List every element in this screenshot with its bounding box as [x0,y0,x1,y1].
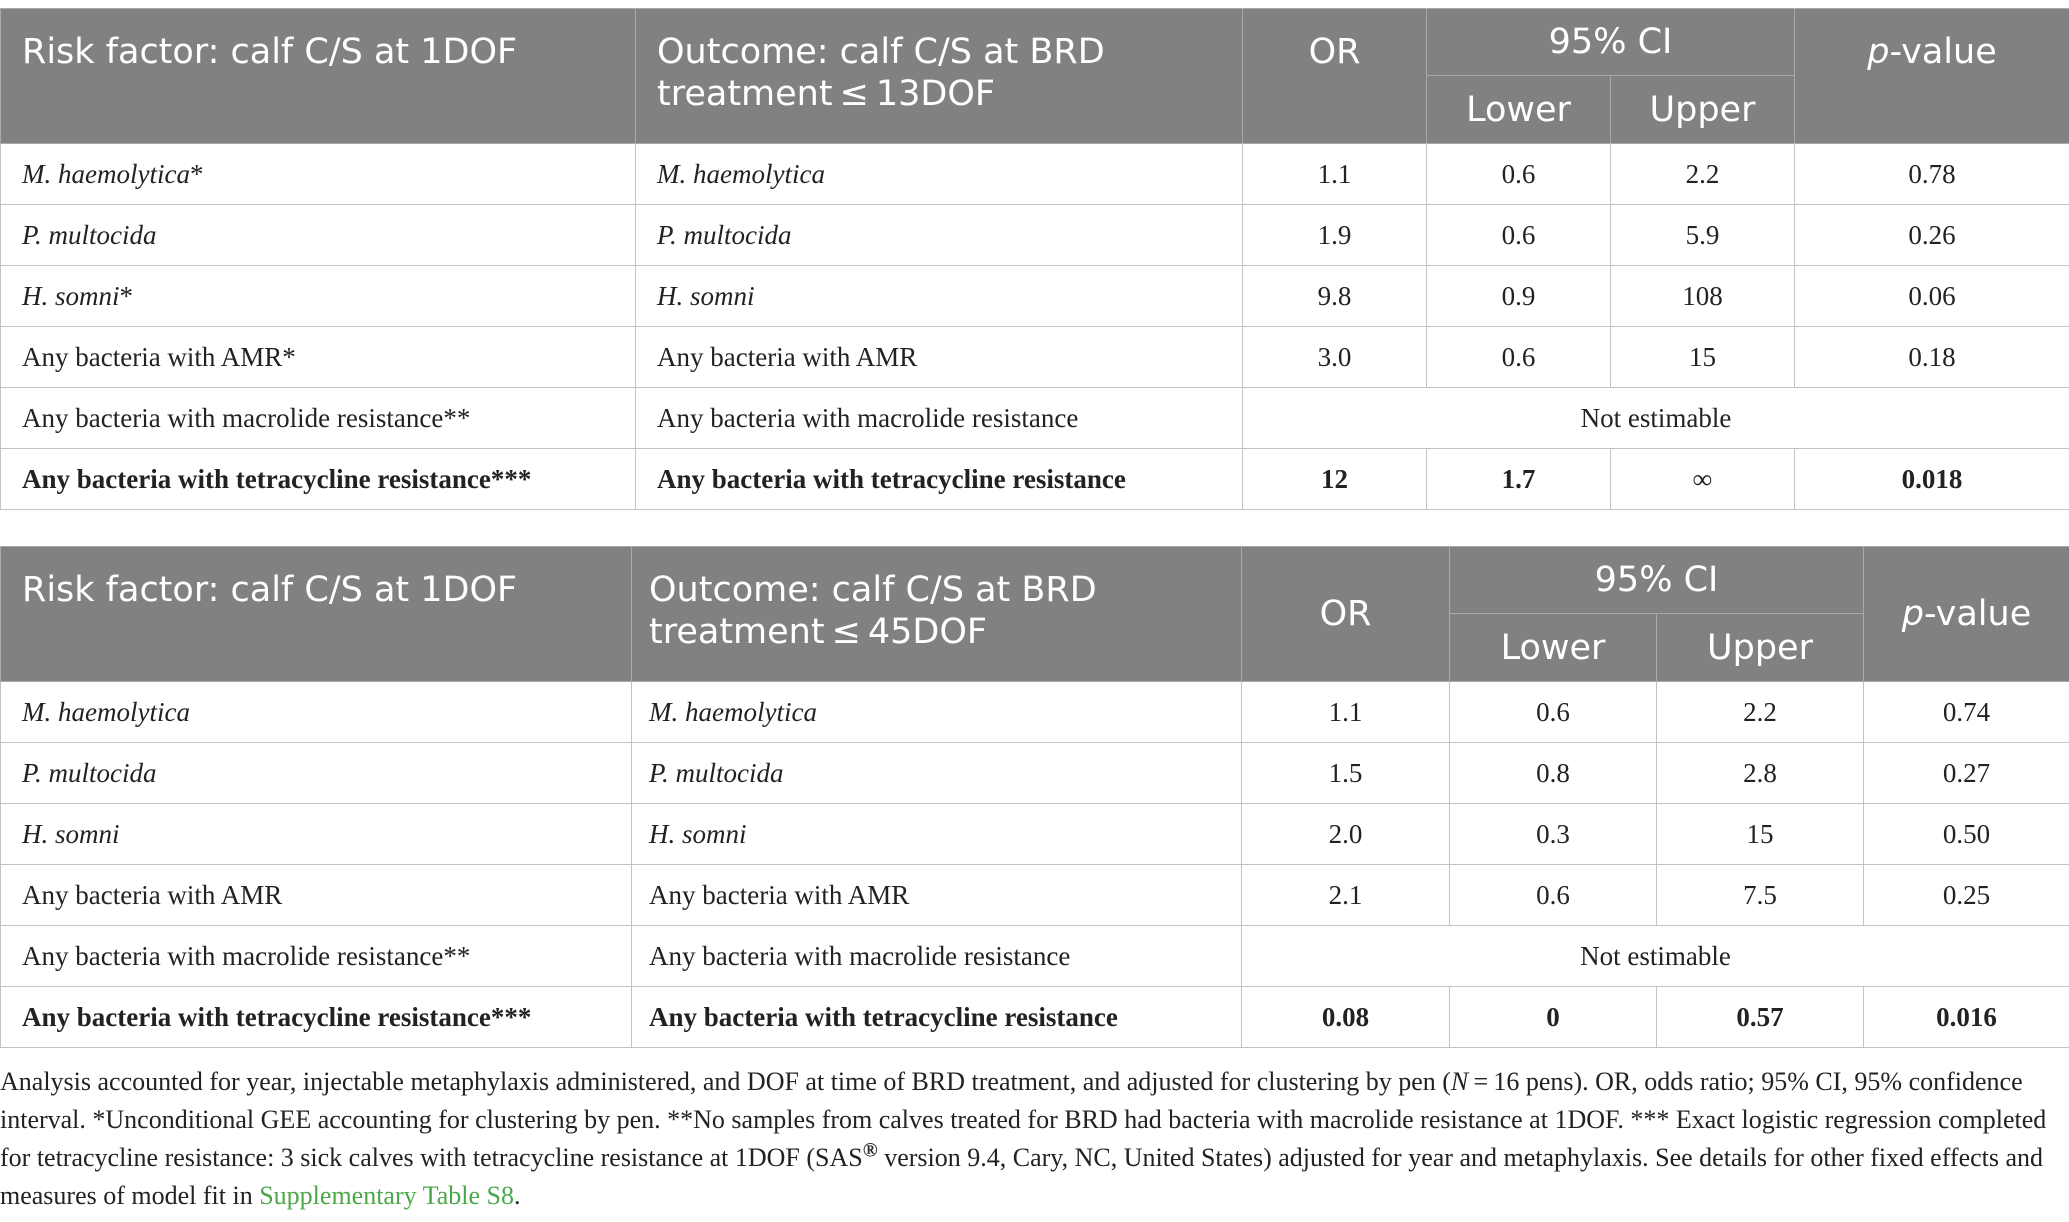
p-value-cell: 0.016 [1864,987,2069,1048]
p-value-cell: 0.25 [1864,865,2069,926]
risk-factor-cell: Any bacteria with macrolide resistance** [1,926,632,987]
ci-lower-cell: 0.6 [1450,865,1657,926]
not-estimable-cell: Not estimable [1242,926,2069,987]
outcome-cell: Any bacteria with AMR [632,865,1242,926]
header-risk-factor: Risk factor: calf C/S at 1DOF [1,547,632,682]
table-row [1,682,2069,743]
table-row [1,987,2069,1048]
header-95ci: 95% CI [1427,9,1795,76]
risk-factor-cell: M. haemolytica* [1,144,636,205]
risk-factor-cell: Any bacteria with macrolide resistance** [1,388,636,449]
table-row [1,743,2069,804]
ci-upper-cell: 2.8 [1657,743,1864,804]
or-cell: 1.1 [1243,144,1427,205]
risk-factor-cell: P. multocida [1,205,636,266]
table-row [1,327,2069,388]
outcome-cell: H. somni [636,266,1243,327]
header-p-value: p-value [1864,547,2069,682]
outcome-cell: M. haemolytica [636,144,1243,205]
table-row [1,388,2069,449]
outcome-cell: P. multocida [636,205,1243,266]
results-table-45dof [0,546,2069,1048]
header-outcome: Outcome: calf C/S at BRD treatment ≤ 45DOF [632,547,1242,682]
outcome-cell: P. multocida [632,743,1242,804]
header-ci-lower: Lower [1427,76,1611,144]
ci-upper-cell: 0.57 [1657,987,1864,1048]
p-value-cell: 0.018 [1795,449,2069,510]
or-cell: 0.08 [1242,987,1450,1048]
table-footnote: Analysis accounted for year, injectable metaphylaxis administered, and DOF at time of BRD treatment, and adjusted for clustering by pen (N = 16 pens). OR, odds ratio; 95% CI, 95% confidence interval. *Unconditional GEE accounting for clustering by pen. **No samples from calves treated for BRD had bacteria with macrolide resistance at 1DOF. *** Exact logistic regression completed for tetracycline resistance: 3 sick calves with tetracycline resistance at 1DOF (SAS® version 9.4, Cary, NC, United States) adjusted for year and metaphylaxis. See details for other fixed effects and measures of model fit in Supplementary Table S8. [0,1067,2047,1210]
ci-upper-cell: 108 [1611,266,1795,327]
outcome-cell: Any bacteria with macrolide resistance [636,388,1243,449]
ci-upper-cell: 5.9 [1611,205,1795,266]
risk-factor-cell: P. multocida [1,743,632,804]
header-outcome: Outcome: calf C/S at BRD treatment ≤ 13DOF [636,9,1243,144]
ci-upper-cell: ∞ [1611,449,1795,510]
table-row [1,205,2069,266]
p-value-cell: 0.78 [1795,144,2069,205]
or-cell: 1.1 [1242,682,1450,743]
ci-lower-cell: 0.3 [1450,804,1657,865]
header-ci-upper: Upper [1611,76,1795,144]
or-cell: 1.9 [1243,205,1427,266]
registered-mark: ® [862,1139,878,1162]
ci-upper-cell: 2.2 [1611,144,1795,205]
table-row [1,449,2069,510]
header-risk-factor: Risk factor: calf C/S at 1DOF [1,9,636,144]
supplementary-table-link[interactable]: Supplementary Table S8 [259,1181,514,1210]
risk-factor-cell: Any bacteria with AMR* [1,327,636,388]
ci-lower-cell: 0.9 [1427,266,1611,327]
or-cell: 9.8 [1243,266,1427,327]
header-ci-upper: Upper [1657,614,1864,682]
or-cell: 2.0 [1242,804,1450,865]
p-value-cell: 0.26 [1795,205,2069,266]
table-row [1,865,2069,926]
ci-lower-cell: 0.6 [1427,327,1611,388]
or-cell: 2.1 [1242,865,1450,926]
outcome-cell: Any bacteria with tetracycline resistance [632,987,1242,1048]
p-value-cell: 0.06 [1795,266,2069,327]
header-ci-lower: Lower [1450,614,1657,682]
results-table-13dof [0,8,2069,510]
outcome-cell: Any bacteria with AMR [636,327,1243,388]
table-row [1,926,2069,987]
ci-lower-cell: 0.6 [1450,682,1657,743]
table-row [1,144,2069,205]
ci-upper-cell: 2.2 [1657,682,1864,743]
ci-upper-cell: 15 [1611,327,1795,388]
p-value-cell: 0.50 [1864,804,2069,865]
p-value-cell: 0.74 [1864,682,2069,743]
or-cell: 1.5 [1242,743,1450,804]
risk-factor-cell: Any bacteria with AMR [1,865,632,926]
ci-lower-cell: 0 [1450,987,1657,1048]
or-cell: 12 [1243,449,1427,510]
header-p-value: p-value [1795,9,2069,144]
table-row [1,804,2069,865]
not-estimable-cell: Not estimable [1243,388,2069,449]
risk-factor-cell: H. somni* [1,266,636,327]
risk-factor-cell: M. haemolytica [1,682,632,743]
ci-lower-cell: 0.6 [1427,205,1611,266]
outcome-cell: Any bacteria with tetracycline resistance [636,449,1243,510]
risk-factor-cell: H. somni [1,804,632,865]
outcome-cell: H. somni [632,804,1242,865]
p-value-cell: 0.18 [1795,327,2069,388]
outcome-cell: Any bacteria with macrolide resistance [632,926,1242,987]
ci-lower-cell: 1.7 [1427,449,1611,510]
table-row [1,266,2069,327]
ci-upper-cell: 15 [1657,804,1864,865]
ci-lower-cell: 0.6 [1427,144,1611,205]
header-or: OR [1242,547,1450,682]
or-cell: 3.0 [1243,327,1427,388]
ci-lower-cell: 0.8 [1450,743,1657,804]
outcome-cell: M. haemolytica [632,682,1242,743]
p-value-cell: 0.27 [1864,743,2069,804]
risk-factor-cell: Any bacteria with tetracycline resistance*** [1,449,636,510]
header-or: OR [1243,9,1427,144]
risk-factor-cell: Any bacteria with tetracycline resistance*** [1,987,632,1048]
header-95ci: 95% CI [1450,547,1864,614]
ci-upper-cell: 7.5 [1657,865,1864,926]
